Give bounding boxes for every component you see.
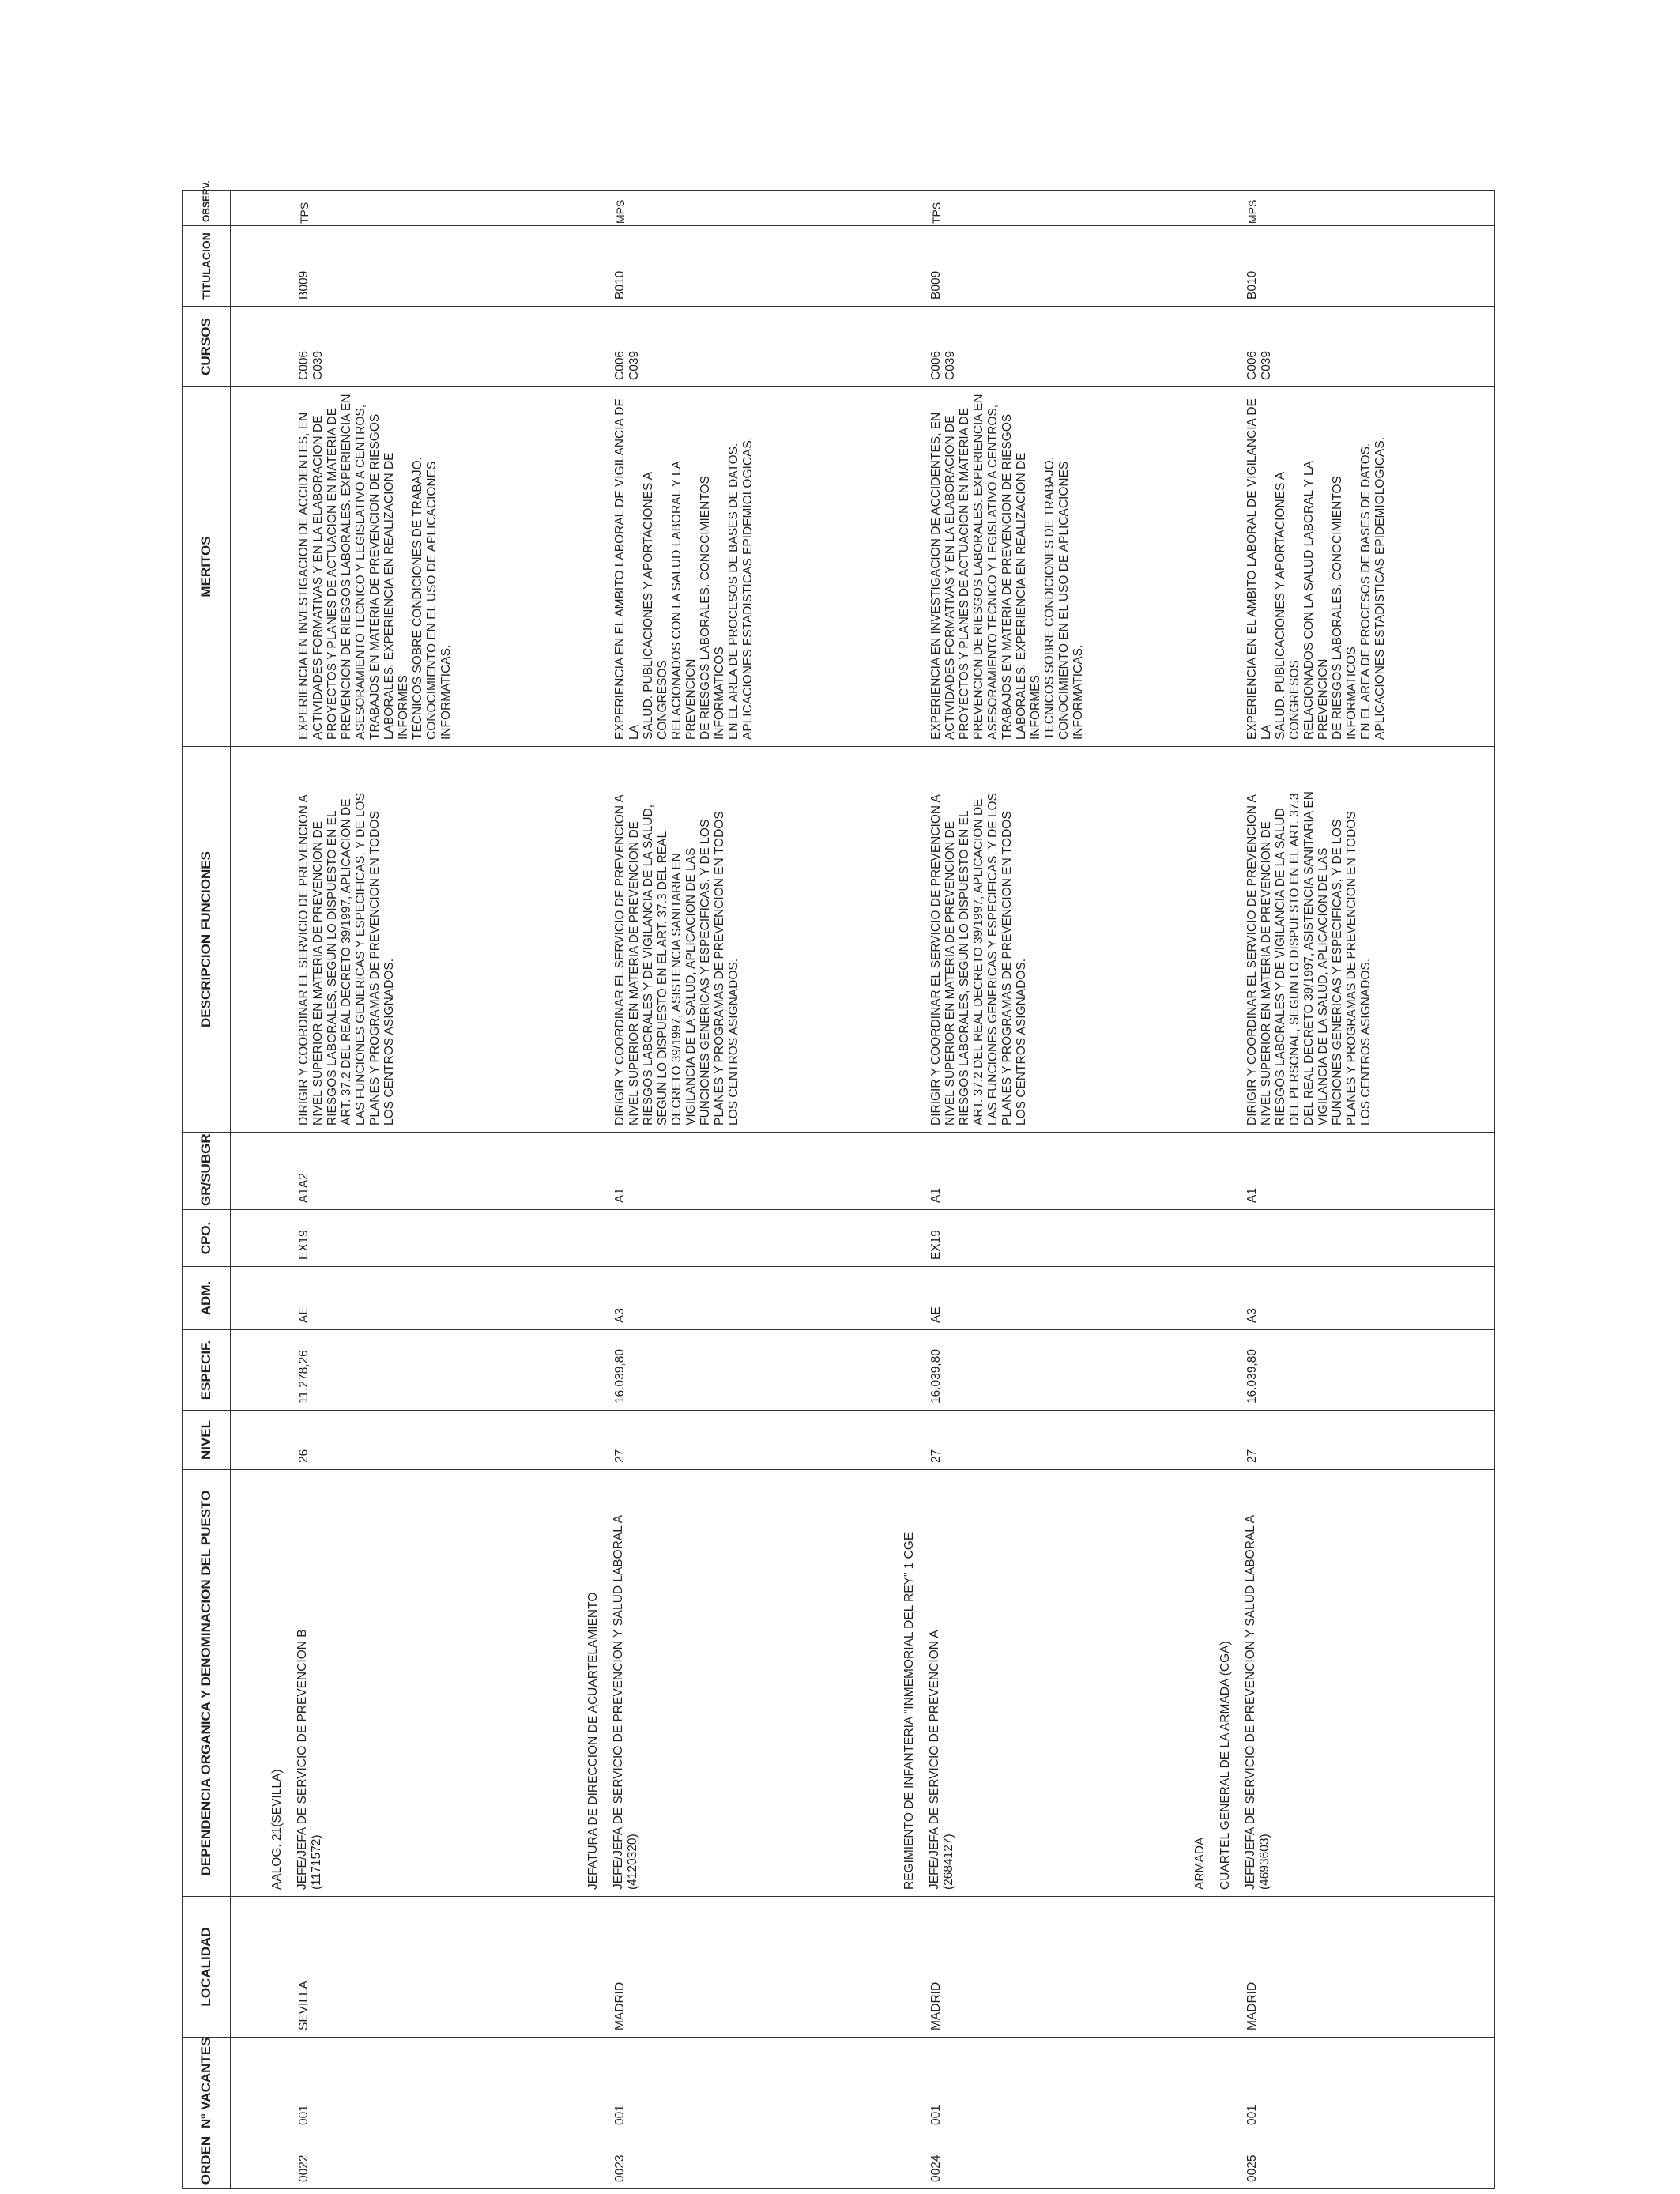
gr-subgr-cell: A1 <box>547 1133 863 1210</box>
vacantes-cell: 001 <box>547 2038 863 2132</box>
puesto-code: (4693603) <box>1257 1834 1271 1890</box>
puesto-code: (1171572) <box>310 1834 323 1890</box>
vacantes-cell: 001 <box>1179 2038 1495 2132</box>
cursos-cell: C006 C039 <box>1179 307 1495 387</box>
table-row <box>863 191 1179 2189</box>
orden-cell: 0025 <box>1179 2132 1495 2189</box>
especif-cell: 11.278,26 <box>231 1330 547 1411</box>
nivel-cell: 27 <box>1179 1411 1495 1470</box>
puesto-label: JEFE/JEFA DE SERVICIO DE PREVENCION A <box>927 1630 941 1890</box>
puesto-code: (4120320) <box>625 1834 639 1890</box>
meritos-cell: EXPERIENCIA EN INVESTIGACION DE ACCIDENTES, EN ACTIVIDADES FORMATIVAS Y EN LA ELABORACION DE PROYECTOS Y PLANES DE ACTUACION EN MATERIA DE PREVENCION DE RIESGOS LABORALES. EXPERIENCIA EN ASESORAMIENTO TECNICO Y LEGISLATIVO A CENTROS, TRABAJOS EN MATERIA DE PREVENCION DE RIESGOS LABORALES. EXPERIENCIA EN REALIZACION DE INFORMES TECNICOS SOBRE CONDICIONES DE TRABAJO. CONOCIMIENTO EN EL USO DE APLICACIONES INFORMATICAS. <box>863 387 1179 747</box>
dependencia-head <box>877 1476 891 1890</box>
observ-cell: MPS <box>1179 191 1495 226</box>
puesto-code: (2684127) <box>941 1834 955 1890</box>
nivel-cell: 27 <box>863 1411 1179 1470</box>
observ-cell: TPS <box>863 191 1179 226</box>
puesto-label: JEFE/JEFA DE SERVICIO DE PREVENCION B <box>296 1629 309 1890</box>
especif-cell: 16.039,80 <box>863 1330 1179 1411</box>
table-row <box>231 191 547 2189</box>
titulacion-cell: B009 <box>863 226 1179 307</box>
nivel-cell: 26 <box>231 1411 547 1470</box>
unidad-label: CUARTEL GENERAL DE LA ARMADA (CGA) <box>1218 1641 1232 1890</box>
localidad-cell: MADRID <box>547 1897 863 2038</box>
table-row <box>547 191 863 2189</box>
cpo-cell: EX19 <box>231 1210 547 1267</box>
cpo-cell <box>547 1210 863 1267</box>
header-especif: ESPECIF. <box>183 1330 231 1411</box>
dependencia-head: ARMADA <box>1192 1837 1207 1890</box>
unidad-label: REGIMIENTO DE INFANTERIA "INMEMORIAL DEL REY" 1 CGE <box>902 1532 916 1890</box>
especif-cell: 16.039,80 <box>1179 1330 1495 1411</box>
titulacion-cell: B010 <box>547 226 863 307</box>
localidad-cell: SEVILLA <box>231 1897 547 2038</box>
descripcion-cell: DIRIGIR Y COORDINAR EL SERVICIO DE PREVENCION A NIVEL SUPERIOR EN MATERIA DE PREVENCION DE RIESGOS LABORALES Y DE VIGILANCIA DE LA SALUD, SEGUN LO DISPUESTO EN EL ART. 37.3 DEL REAL DECRETO 39/1997, ASISTENCIA SANITARIA EN VIGILANCIA DE LA SALUD, APLICACION DE LAS FUNCIONES GENERICAS Y ESPECIFICAS, Y DE LOS PLANES Y PROGRAMAS DE PREVENCION EN TODOS LOS CENTROS ASIGNADOS. <box>547 747 863 1133</box>
meritos-cell: EXPERIENCIA EN EL AMBITO LABORAL DE VIGILANCIA DE LA SALUD. PUBLICACIONES Y APORTACIONES A CONGRESOS RELACIONADOS CON LA SALUD LABORAL Y LA PREVENCION DE RIESGOS LABORALES. CONOCIMIENTOS INFORMATICOS EN EL AREA DE PROCESOS DE BASES DE DATOS. APLICACIONES ESTADISTICAS EPIDEMIOLOGICAS. <box>547 387 863 747</box>
orden-cell: 0023 <box>547 2132 863 2189</box>
descripcion-cell: DIRIGIR Y COORDINAR EL SERVICIO DE PREVENCION A NIVEL SUPERIOR EN MATERIA DE PREVENCION DE RIESGOS LABORALES, SEGUN LO DISPUESTO EN EL ART. 37.2 DEL REAL DECRETO 39/1997, APLICACION DE LAS FUNCIONES GENERICAS Y ESPECIFICAS, Y DE LOS PLANES Y PROGRAMAS DE PREVENCION EN TODOS LOS CENTROS ASIGNADOS. <box>863 747 1179 1133</box>
meritos-cell: EXPERIENCIA EN INVESTIGACION DE ACCIDENTES, EN ACTIVIDADES FORMATIVAS Y EN LA ELABORACION DE PROYECTOS Y PLANES DE ACTUACION EN MATERIA DE PREVENCION DE RIESGOS LABORALES. EXPERIENCIA EN ASESORAMIENTO TECNICO Y LEGISLATIVO A CENTROS, TRABAJOS EN MATERIA DE PREVENCION DE RIESGOS LABORALES. EXPERIENCIA EN REALIZACION DE INFORMES TECNICOS SOBRE CONDICIONES DE TRABAJO. CONOCIMIENTO EN EL USO DE APLICACIONES INFORMATICAS. <box>231 387 547 747</box>
header-dependencia: DEPENDENCIA ORGANICA Y DENOMINACION DEL PUESTO <box>183 1470 231 1897</box>
header-titulacion: TITULACION <box>183 226 231 307</box>
header-descripcion: DESCRIPCION FUNCIONES <box>183 747 231 1133</box>
header-gr-subgr: GR/SUBGR <box>183 1133 231 1210</box>
nivel-cell: 27 <box>547 1411 863 1470</box>
titulacion-cell: B010 <box>1179 226 1495 307</box>
rotated-table-page <box>182 180 1497 2189</box>
dependencia-head <box>245 1476 259 1890</box>
gr-subgr-cell: A1 <box>863 1133 1179 1210</box>
observ-cell: MPS <box>547 191 863 226</box>
header-cursos: CURSOS <box>183 307 231 387</box>
vacancies-table <box>182 180 1495 2189</box>
header-nivel: NIVEL <box>183 1411 231 1470</box>
dependencia-cell <box>547 1470 863 1897</box>
header-meritos: MERITOS <box>183 387 231 747</box>
cursos-cell: C006 C039 <box>231 307 547 387</box>
orden-cell: 0022 <box>231 2132 547 2189</box>
dependencia-cell <box>863 1470 1179 1897</box>
adm-cell: A3 <box>547 1267 863 1330</box>
dependencia-cell <box>1179 1470 1495 1897</box>
unidad-label: JEFATURA DE DIRECCION DE ACUARTELAMIENTO <box>586 1592 600 1890</box>
adm-cell: AE <box>863 1267 1179 1330</box>
header-adm: ADM. <box>183 1267 231 1330</box>
vacantes-cell: 001 <box>863 2038 1179 2132</box>
gr-subgr-cell: A1A2 <box>231 1133 547 1210</box>
cursos-cell: C006 C039 <box>863 307 1179 387</box>
meritos-cell: EXPERIENCIA EN EL AMBITO LABORAL DE VIGILANCIA DE LA SALUD. PUBLICACIONES Y APORTACIONES A CONGRESOS RELACIONADOS CON LA SALUD LABORAL Y LA PREVENCION DE RIESGOS LABORALES. CONOCIMIENTOS INFORMATICOS EN EL AREA DE PROCESOS DE BASES DE DATOS. APLICACIONES ESTADISTICAS EPIDEMIOLOGICAS. <box>1179 387 1495 747</box>
adm-cell: A3 <box>1179 1267 1495 1330</box>
puesto-label: JEFE/JEFA DE SERVICIO DE PREVENCION Y SALUD LABORAL A <box>611 1514 625 1890</box>
header-row <box>183 191 231 2189</box>
especif-cell: 16.039,80 <box>547 1330 863 1411</box>
titulacion-cell: B009 <box>231 226 547 307</box>
header-observ: OBSERV. <box>183 191 231 226</box>
orden-cell: 0024 <box>863 2132 1179 2189</box>
vacantes-cell: 001 <box>231 2038 547 2132</box>
unidad-label: AALOG. 21(SEVILLA) <box>270 1769 284 1890</box>
localidad-cell: MADRID <box>863 1897 1179 2038</box>
descripcion-cell: DIRIGIR Y COORDINAR EL SERVICIO DE PREVENCION A NIVEL SUPERIOR EN MATERIA DE PREVENCION DE RIESGOS LABORALES Y DE VIGILANCIA DE LA SALUD DEL PERSONAL, SEGUN LO DISPUESTO EN EL ART. 37.3 DEL REAL DECRETO 39/1997, ASISTENCIA SANITARIA EN VIGILANCIA DE LA SALUD, APLICACION DE LAS FUNCIONES GENERICAS Y ESPECIFICAS, Y DE LOS PLANES Y PROGRAMAS DE PREVENCION EN TODOS LOS CENTROS ASIGNADOS. <box>1179 747 1495 1133</box>
dependencia-cell <box>231 1470 547 1897</box>
cursos-cell: C006 C039 <box>547 307 863 387</box>
header-vacantes: Nº VACANTES <box>183 2038 231 2132</box>
observ-cell: TPS <box>231 191 547 226</box>
gr-subgr-cell: A1 <box>1179 1133 1495 1210</box>
adm-cell: AE <box>231 1267 547 1330</box>
cpo-cell <box>1179 1210 1495 1267</box>
puesto-label: JEFE/JEFA DE SERVICIO DE PREVENCION Y SALUD LABORAL A <box>1243 1514 1257 1890</box>
table-row <box>1179 191 1495 2189</box>
header-cpo: CPO. <box>183 1210 231 1267</box>
dependencia-head <box>561 1476 575 1890</box>
descripcion-cell: DIRIGIR Y COORDINAR EL SERVICIO DE PREVENCION A NIVEL SUPERIOR EN MATERIA DE PREVENCION DE RIESGOS LABORALES, SEGUN LO DISPUESTO EN EL ART. 37.2 DEL REAL DECRETO 39/1997, APLICACION DE LAS FUNCIONES GENERICAS Y ESPECIFICAS, Y DE LOS PLANES Y PROGRAMAS DE PREVENCION EN TODOS LOS CENTROS ASIGNADOS. <box>231 747 547 1133</box>
localidad-cell: MADRID <box>1179 1897 1495 2038</box>
cpo-cell: EX19 <box>863 1210 1179 1267</box>
header-orden: ORDEN <box>183 2132 231 2189</box>
header-localidad: LOCALIDAD <box>183 1897 231 2038</box>
